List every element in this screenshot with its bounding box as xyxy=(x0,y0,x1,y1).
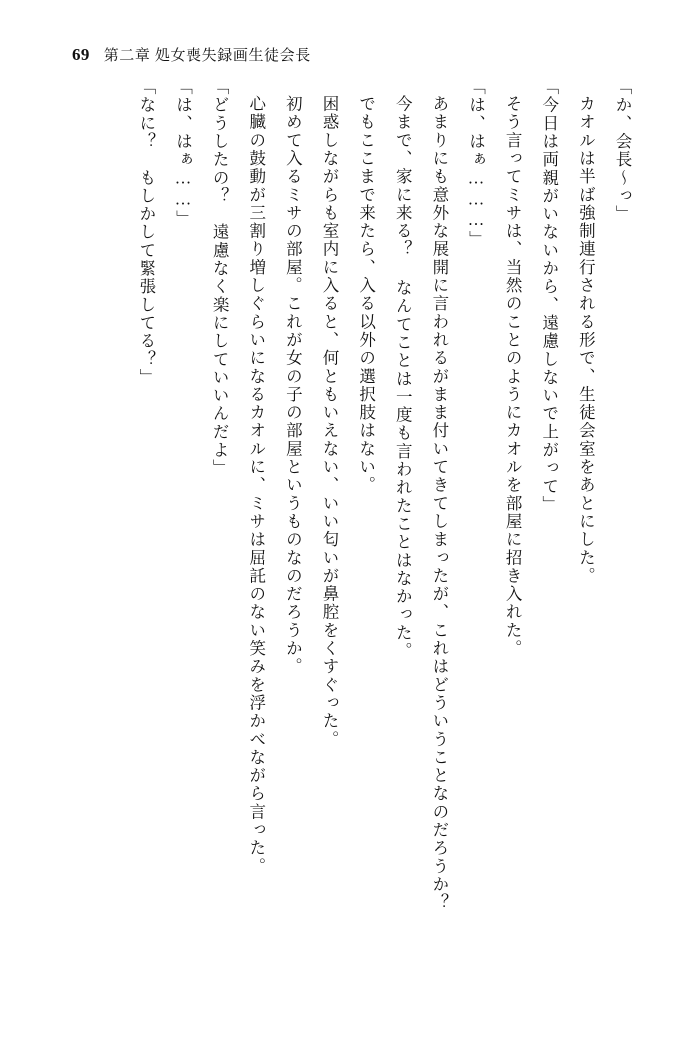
paragraph: 「今日は両親がいないから、遠慮しないで上がって」 xyxy=(539,78,559,514)
paragraph: 初めて入るミサの部屋。これが女の子の部屋というものなのだろうか。 xyxy=(283,94,303,676)
paragraph: 「どうしたの？ 遠慮なく楽にしていいんだよ」 xyxy=(210,78,230,478)
paragraph: 今まで、家に来る？ なんてことは一度も言われたことはなかった。 xyxy=(393,94,413,660)
paragraph: 「は、はぁ………」 xyxy=(466,78,486,249)
paragraph: そう言ってミサは、当然のことのようにカオルを部屋に招き入れた。 xyxy=(503,94,523,658)
paragraph: 心臓の鼓動が三割り増しぐらいになるカオルに、ミサは屈託のない笑みを浮かべながら言った。 xyxy=(246,94,266,875)
paragraph: カオルは半ば強制連行される形で、生徒会室をあとにした。 xyxy=(576,94,596,585)
paragraph: 「なに？ もしかして緊張してる？」 xyxy=(136,78,156,387)
body-text xyxy=(60,78,640,1008)
paragraph: 「は、はぁ……」 xyxy=(173,78,193,229)
page-number: 69 xyxy=(72,45,90,64)
paragraph: でもここまで来たら、入る以外の選択肢はない。 xyxy=(356,94,376,494)
paragraph: 困惑しながらも室内に入ると、何ともいえない、いい匂いが鼻腔をくすぐった。 xyxy=(320,94,339,748)
chapter-title: 第二章 処女喪失録画生徒会長 xyxy=(103,48,311,64)
paragraph: 「か、会長〜っ」 xyxy=(613,78,632,224)
paragraph: あまりにも意外な展開に言われるがまま付いてきてしまったが、これはどういうことなのだろうか？ xyxy=(429,94,449,912)
running-head xyxy=(72,44,311,65)
